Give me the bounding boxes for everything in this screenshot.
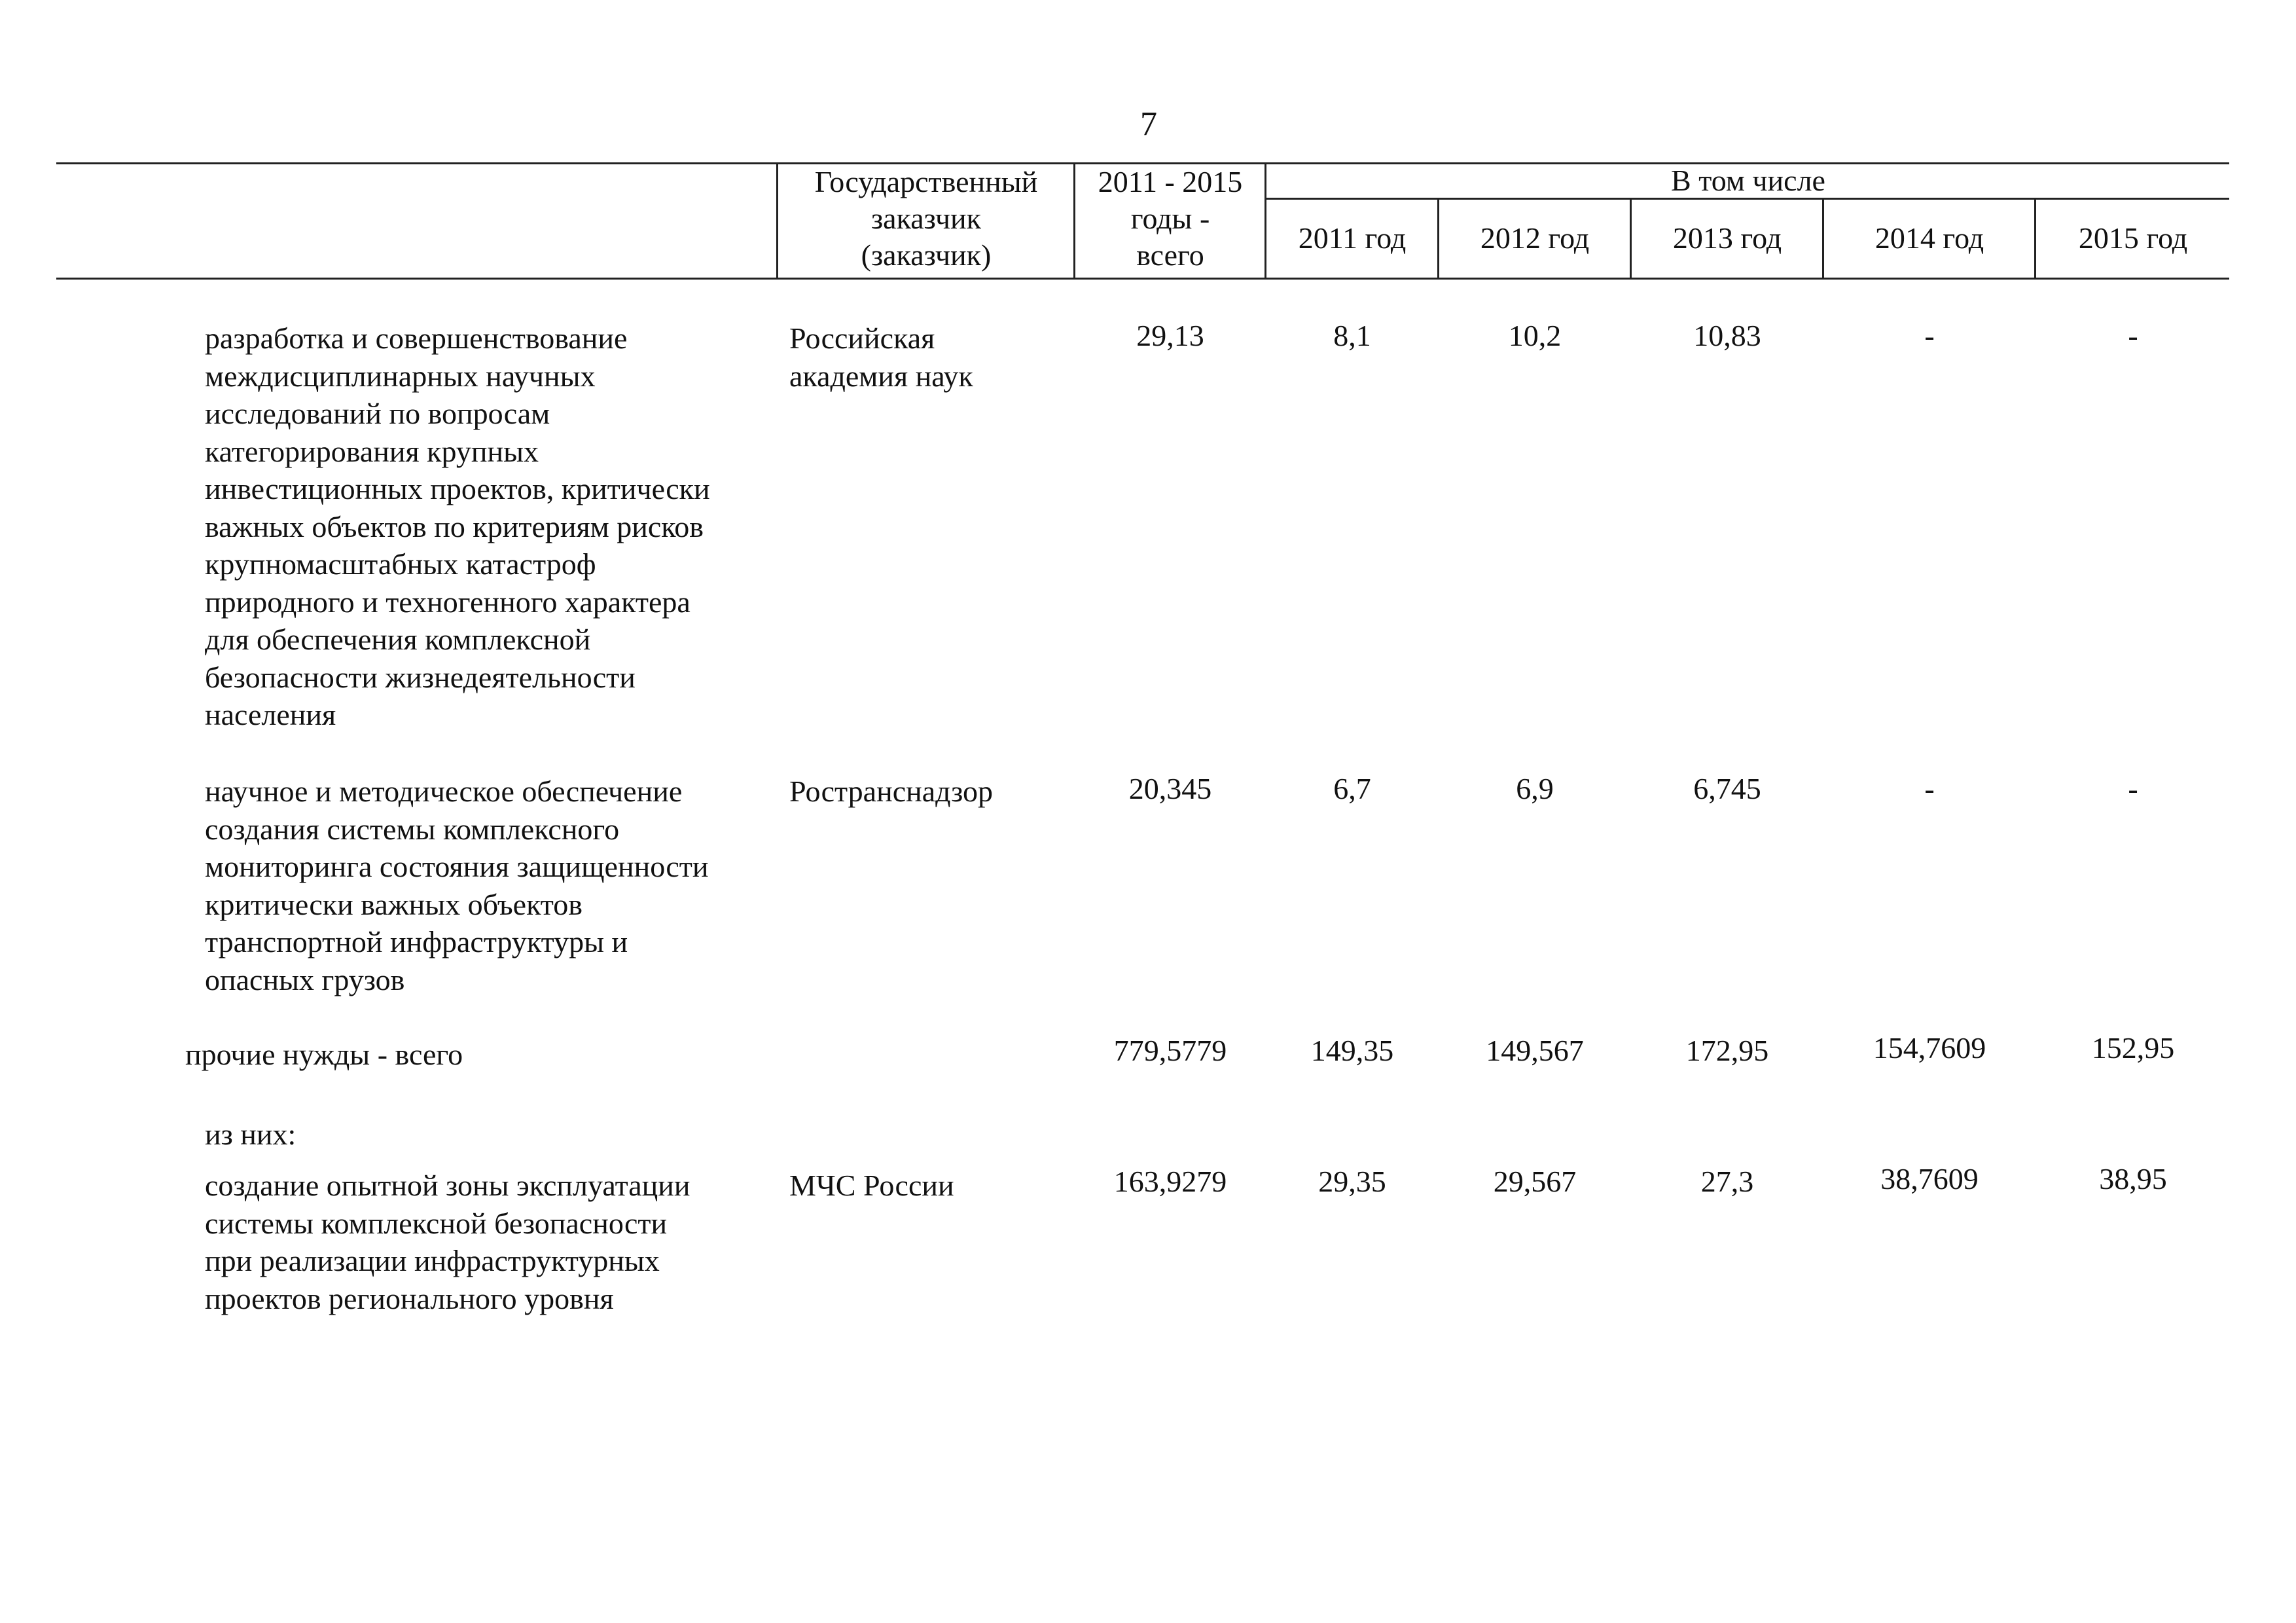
header-year-2011: 2011 год xyxy=(1298,221,1407,255)
page-number: 7 xyxy=(1140,105,1157,143)
table-row-description: прочие нужды - всего xyxy=(185,1038,463,1071)
header-year-2014: 2014 год xyxy=(1874,221,1984,255)
table-row-2012: 149,567 xyxy=(1486,1034,1584,1067)
header-year-2015: 2015 год xyxy=(2078,221,2188,255)
table-row-2015: - xyxy=(2128,319,2138,352)
header-year-2012: 2012 год xyxy=(1480,221,1590,255)
table-row-2012: 29,567 xyxy=(1493,1165,1577,1198)
column-divider xyxy=(1437,198,1439,279)
column-divider xyxy=(776,162,778,279)
table-row-description: разработка и совершенствование междисциплинарных научных исследований по вопросам категорирования крупных инвестиционных проектов, критически важных объектов по критериям рисков крупномасштабных катастроф природного и техногенного характера для обеспечения комплексной безопасности жизнедеятельности населения xyxy=(205,321,710,731)
header-customer: Государственный заказчик (заказчик) xyxy=(814,165,1038,272)
table-row-2011: 8,1 xyxy=(1333,319,1371,352)
table-row-subheading: из них: xyxy=(205,1118,296,1151)
table-row-2013: 10,83 xyxy=(1693,319,1761,352)
table-row-2012: 6,9 xyxy=(1516,772,1554,805)
column-divider xyxy=(2034,198,2036,279)
table-row-total: 20,345 xyxy=(1128,772,1212,805)
column-divider xyxy=(1630,198,1632,279)
table-row-2012: 10,2 xyxy=(1508,319,1562,352)
table-row-total: 163,9279 xyxy=(1113,1165,1227,1198)
table-header-bottom-rule xyxy=(56,278,2229,280)
column-divider xyxy=(1265,162,1266,279)
table-row-total: 779,5779 xyxy=(1113,1034,1227,1067)
table-row-2011: 6,7 xyxy=(1333,772,1371,805)
column-divider xyxy=(1822,198,1824,279)
table-row-2014: 38,7609 xyxy=(1880,1162,1979,1195)
table-row-2014: 154,7609 xyxy=(1873,1031,1986,1065)
table-row-2014: - xyxy=(1924,319,1935,352)
table-row-total: 29,13 xyxy=(1136,319,1204,352)
table-row-2013: 172,95 xyxy=(1685,1034,1769,1067)
table-row-2011: 29,35 xyxy=(1318,1165,1386,1198)
table-row-2011: 149,35 xyxy=(1310,1034,1394,1067)
header-total: 2011 - 2015 годы - всего xyxy=(1098,165,1243,272)
table-row-2013: 27,3 xyxy=(1700,1165,1754,1198)
table-row-description: научное и методическое обеспечение создания системы комплексного мониторинга состояния защищенности критически важных объектов транспортной инфраструктуры и опасных грузов xyxy=(205,775,709,996)
table-row-customer: МЧС России xyxy=(789,1169,954,1202)
table-row-2015: - xyxy=(2128,772,2138,805)
table-row-description: создание опытной зоны эксплуатации системы комплексной безопасности при реализации инфраструктурных проектов регионального уровня xyxy=(205,1169,691,1315)
table-row-customer: Ространснадзор xyxy=(789,775,994,808)
table-row-2013: 6,745 xyxy=(1693,772,1761,805)
table-row-customer: Российская академия наук xyxy=(789,321,973,393)
table-row-2015: 152,95 xyxy=(2091,1031,2175,1065)
table-row-2015: 38,95 xyxy=(2099,1162,2167,1195)
header-year-2013: 2013 год xyxy=(1672,221,1782,255)
column-divider xyxy=(1073,162,1075,279)
table-row-2014: - xyxy=(1924,772,1935,805)
header-including: В том числе xyxy=(1671,164,1825,197)
